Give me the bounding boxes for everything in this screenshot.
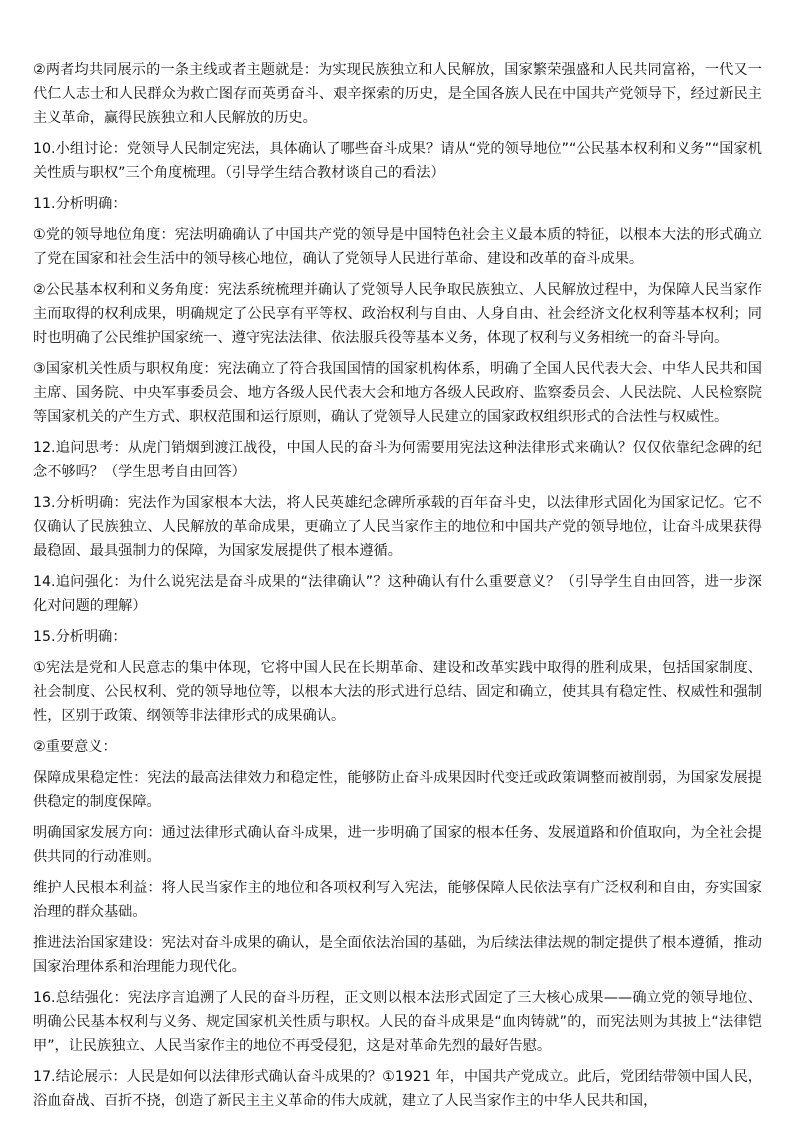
paragraph-significance-interests: 维护人民根本利益：将人民当家作主的地位和各项权利写入宪法，能够保障人民依法享有广泛权利和自由，夯实国家治理的群众基础。 bbox=[33, 880, 762, 920]
paragraph-q14-follow-up: 14.追问强化：为什么说宪法是奋斗成果的“法律确认”？这种确认有什么重要意义？（引导学生自由回答，进一步深化对问题的理解） bbox=[33, 574, 762, 614]
paragraph-q10-group-discussion: 10.小组讨论：党领导人民制定宪法，具体确认了哪些奋斗成果？请从“党的领导地位”“公民基本权利和义务”“国家机关性质与职权”三个角度梳理。（引导学生结合教材谈自己的看法） bbox=[33, 141, 762, 181]
paragraph-q15-constitution-will: ①宪法是党和人民意志的集中体现，它将中国人民在长期革命、建设和改革实践中取得的胜利成果，包括国家制度、社会制度、公民权利、党的领导地位等，以根本大法的形式进行总结、固定和确立，使其具有稳定性、权威性和强制性，区别于政策、纲领等非法律形式的成果确认。 bbox=[33, 660, 762, 724]
paragraph-q11-party-leadership: ①党的领导地位角度：宪法明确确认了中国共产党的领导是中国特色社会主义最本质的特征，以根本大法的形式确立了党在国家和社会生活中的领导核心地位，确认了党领导人民进行革命、建设和改革的奋斗成果。 bbox=[33, 227, 762, 267]
paragraph-significance-direction: 明确国家发展方向：通过法律形式确认奋斗成果，进一步明确了国家的根本任务、发展道路和价值取向，为全社会提供共同的行动准则。 bbox=[33, 825, 762, 865]
paragraph-q11-state-organs: ③国家机关性质与职权角度：宪法确立了符合我国国情的国家机构体系，明确了全国人民代表大会、中华人民共和国主席、国务院、中央军事委员会、地方各级人民代表大会和地方各级人民政府、监察委员会、人民法院、人民检察院等国家机关的产生方式、职权范围和运行原则，确认了党领导人民建立的国家政权组织形式的合法性与权威性。 bbox=[33, 361, 762, 425]
paragraph-q15-heading: 15.分析明确： bbox=[33, 629, 127, 645]
paragraph-q11-citizen-rights: ②公民基本权利和义务角度：宪法系统梳理并确认了党领导人民争取民族独立、人民解放过程中，为保障人民当家作主而取得的权利成果，明确规定了公民享有平等权、政治权利与自由、人身自由、社会经济文化权利等基本权利；同时也明确了公民维护国家统一、遵守宪法法律、依法服兵役等基本义务，体现了权利与义务相统一的奋斗导向。 bbox=[33, 282, 762, 346]
paragraph-q17-conclusion: 17.结论展示：人民是如何以法律形式确认奋斗成果的？①1921 年，中国共产党成立。此后，党团结带领中国人民，浴血奋战、百折不挠，创造了新民主主义革命的伟大成就，建立了人民当家作主的中华人民共和国， bbox=[33, 1069, 762, 1109]
paragraph-themes: ②两者均共同展示的一条主线或者主题就是：为实现民族独立和人民解放，国家繁荣强盛和人民共同富裕，一代又一代仁人志士和人民群众为救亡图存而英勇奋斗、艰辛探索的历史，是全国各族人民在中国共产党领导下，经过新民主主义革命，赢得民族独立和人民解放的历史。 bbox=[33, 62, 762, 126]
paragraph-q11-heading: 11.分析明确： bbox=[33, 196, 127, 212]
paragraph-significance-rule-of-law: 推进法治国家建设：宪法对奋斗成果的确认，是全面依法治国的基础，为后续法律法规的制定提供了根本遵循，推动国家治理体系和治理能力现代化。 bbox=[33, 935, 762, 975]
paragraph-q16-summary: 16.总结强化：宪法序言追溯了人民的奋斗历程，正文则以根本法形式固定了三大核心成果——确立党的领导地位、明确公民基本权利与义务、规定国家机关性质与职权。人民的奋斗成果是“血肉铸就”的，而宪法则为其披上“法律铠甲”，让民族独立、人民当家作主的地位不再受侵犯，这是对革命先烈的最好告慰。 bbox=[33, 990, 762, 1054]
paragraph-q13-analysis: 13.分析明确：宪法作为国家根本大法，将人民英雄纪念碑所承载的百年奋斗史，以法律形式固化为国家记忆。它不仅确认了民族独立、人民解放的革命成果，更确立了人民当家作主的地位和中国共产党的领导地位，让奋斗成果获得最稳固、最具强制力的保障，为国家发展提供了根本遵循。 bbox=[33, 495, 762, 559]
paragraph-q12-follow-up: 12.追问思考：从虎门销烟到渡江战役，中国人民的奋斗为何需要用宪法这种法律形式来确认？仅仅依靠纪念碑的纪念不够吗？（学生思考自由回答） bbox=[33, 440, 762, 480]
paragraph-q15-significance-heading: ②重要意义： bbox=[33, 739, 117, 755]
paragraph-significance-stability: 保障成果稳定性：宪法的最高法律效力和稳定性，能够防止奋斗成果因时代变迁或政策调整而被削弱，为国家发展提供稳定的制度保障。 bbox=[33, 770, 762, 810]
